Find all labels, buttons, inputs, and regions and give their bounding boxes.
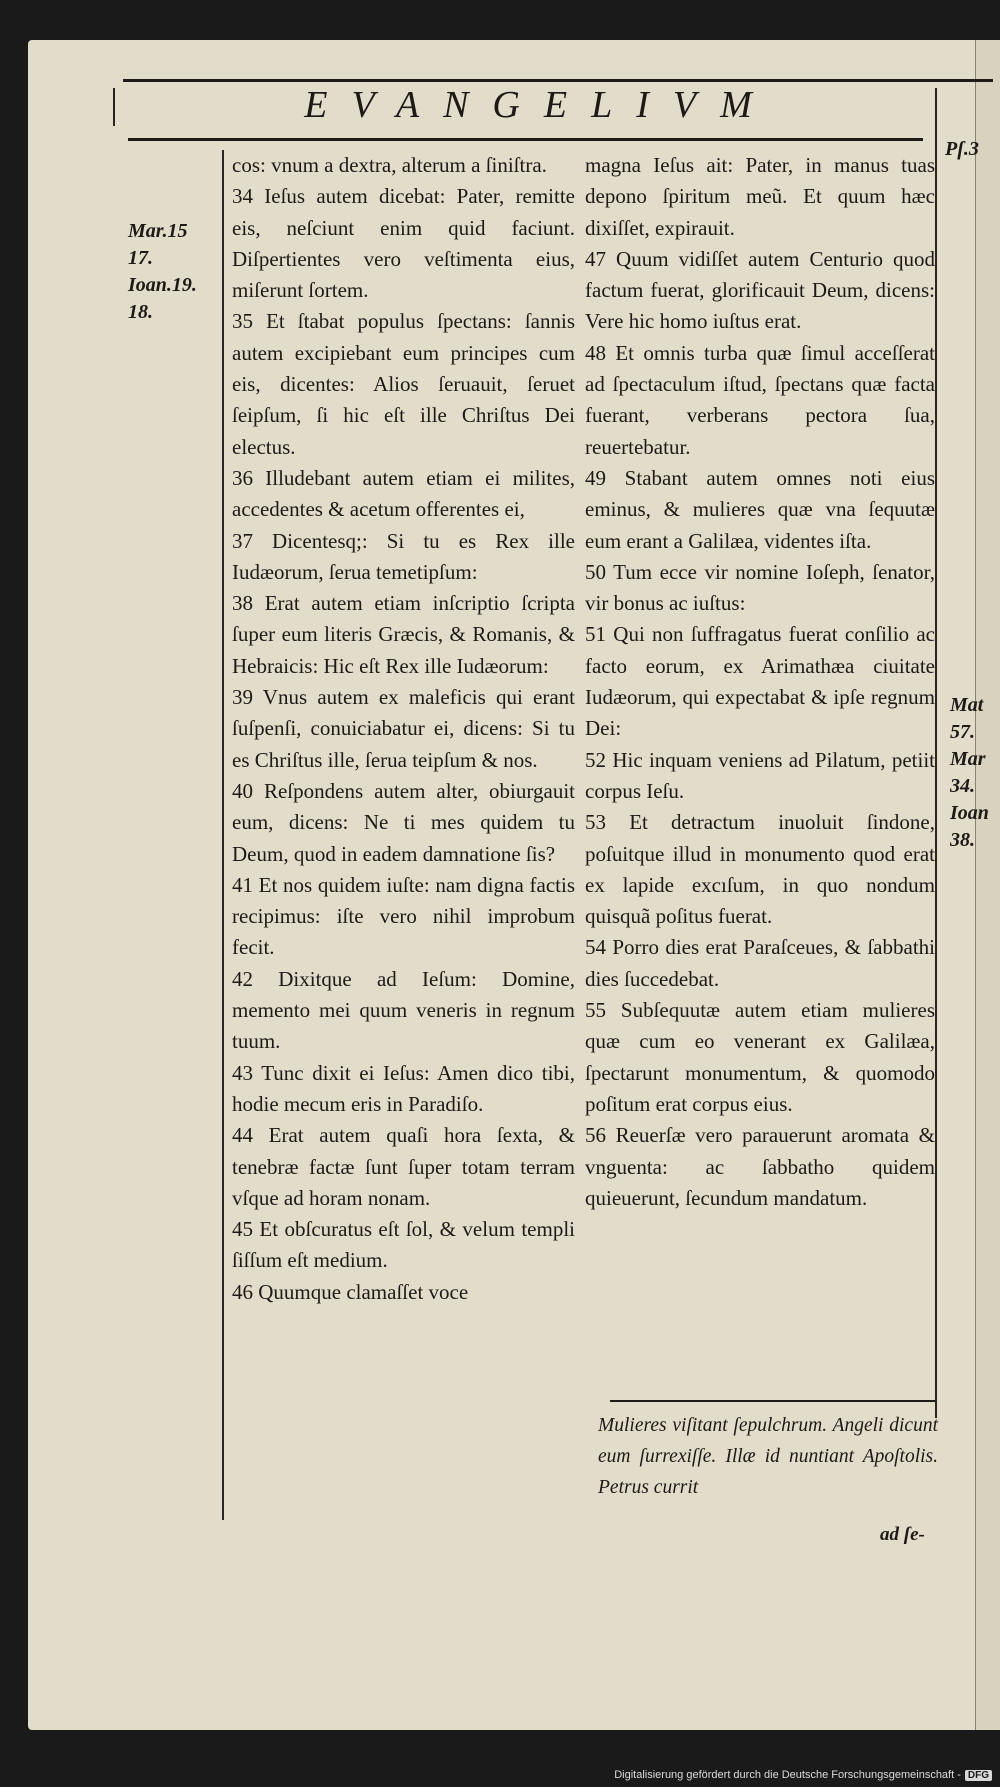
footer-text: Digitalisierung gefördert durch die Deutsche Forschungsgemeinschaft - [614,1769,961,1781]
header-rule [123,79,993,82]
verse: 56 Reuerſæ vero parauerunt aromata & vnguenta: ac ſabbatho quidem quieuerunt, ſecundum mandatum. [585,1123,935,1210]
frame-left-rule [113,88,115,126]
margin-ref: Mar.15 [128,220,188,242]
header-rule-lower [128,138,923,141]
digitization-footer [614,1769,992,1781]
verse: 54 Porro dies erat Paraſceues, & ſabbathi dies ſuccedebat. [585,935,935,991]
verse: 55 Subſequutæ autem etiam mulieres quæ cum eo venerant ex Galilæa, ſpectarunt monumentum, & quomodo poſitum erat corpus eius. [585,998,935,1116]
chapter-summary: Mulieres viſitant ſepulchrum. Angeli dicunt eum ſurrexiſſe. Illæ id nuntiant Apoſtolis. Petrus currit [598,1415,938,1498]
verse: 50 Tum ecce vir nomine Ioſeph, ſenator, vir bonus ac iuſtus: [585,559,935,616]
text-column-left [232,150,575,1308]
margin-ref: Ioan.19. [128,274,197,296]
margin-ref: 17. [128,247,153,269]
verse: 53 Et detractum inuoluit ſindone, poſuitque illud in monumento quod erat ex lapide excıſum, in quo nondum quisquã poſitus fuerat. [585,810,935,929]
catchword: ad ſe- [880,1524,925,1545]
margin-ref: Ioan [950,802,989,824]
verse: 48 Et omnis turba quæ ſimul acceſſerat ad ſpectaculum iſtud, ſpectans quæ facta fuerant, verberans pectora ſua, reuertebatur. [585,340,935,459]
verse: 42 Dixitque ad Ieſum: Domine, memento mei quum veneris in regnum tuum. [232,966,575,1054]
verse: 44 Erat autem quaſi hora ſexta, & tenebræ factæ ſunt ſuper totam terram vſque ad horam nonam. [232,1123,575,1210]
margin-ref: 57. [950,721,975,743]
verse: 51 Qui non ſuffragatus fuerat conſilio ac facto eorum, ex Arimathæa ciuitate Iudæorum, qui expectabat & ipſe regnum Dei: [585,622,935,741]
next-page-edge [975,40,1000,1730]
verse: 34 Ieſus autem dicebat: Pater, remitte eis, neſciunt enim quid faciunt. Diſpertientes vero veſtimenta eius, miſerunt ſortem. [232,184,575,303]
next-page-reference: Pſ.3 [945,138,979,160]
verse: magna Ieſus ait: Pater, in manus tuas depono ſpiritum meũ. Et quum hæc dixiſſet, expirauit. [585,153,935,240]
column-rule-right [935,88,937,1418]
margin-ref: 34. [950,775,975,797]
verse: 37 Dicentesq;: Si tu es Rex ille Iudæorum, ſerua temetipſum: [232,528,575,584]
verse: 40 Reſpondens autem alter, obiurgauit eum, dicens: Ne ti mes quidem tu Deum, quod in eadem damnatione ſis? [232,778,575,866]
running-head: EVANGELIVM [304,84,776,126]
margin-ref: Mar [950,748,986,770]
verse: 45 Et obſcuratus eſt ſol, & velum templi ſiſſum eſt medium. [232,1217,575,1273]
verse: 36 Illudebant autem etiam ei milites, accedentes & acetum offerentes ei, [232,465,575,522]
text-column-right [585,150,935,1214]
verse: 52 Hic inquam veniens ad Pilatum, petiit corpus Ieſu. [585,747,935,803]
verse: cos: vnum a dextra, alterum a ſiniſtra. [232,153,547,177]
verse: 46 Quumque clamaſſet voce [232,1279,469,1304]
margin-ref: Mat [950,694,984,716]
verse: 47 Quum vidiſſet autem Centurio quod factum fuerat, glorificauit Deum, dicens: Vere hic homo iuſtus erat. [585,246,935,334]
margin-references-left [128,218,197,326]
verse: 49 Stabant autem omnes noti eius eminus, & mulieres quæ vna ſequutæ eum erant a Galilæa, videntes iſta. [585,465,935,553]
margin-references-right [950,692,989,854]
verse: 41 Et nos quidem iuſte: nam digna factis recipimus: iſte vero nihil improbum fecit. [232,872,575,960]
margin-ref: 18. [128,301,153,323]
column-rule-left [222,150,224,1520]
summary-rule [610,1400,935,1402]
margin-ref: 38. [950,829,975,851]
verse: 38 Erat autem etiam inſcriptio ſcripta ſuper eum literis Græcis, & Romanis, & Hebraicis: Hic eſt Rex ille Iudæorum: [232,591,575,678]
verse: 39 Vnus autem ex maleficis qui erant ſuſpenſi, conuiciabatur ei, dicens: Si tu es Chriſtus ille, ſerua teipſum & nos. [232,685,575,772]
verse: 35 Et ſtabat populus ſpectans: ſannis autem excipiebant eum principes cum eis, dicentes: Alios ſeruauit, ſeruet ſeipſum, ſi hic eſt ille Chriſtus Dei electus. [232,309,575,459]
verse: 43 Tunc dixit ei Ieſus: Amen dico tibi, hodie mecum eris in Paradiſo. [232,1060,575,1116]
dfg-logo: DFG [965,1770,992,1781]
